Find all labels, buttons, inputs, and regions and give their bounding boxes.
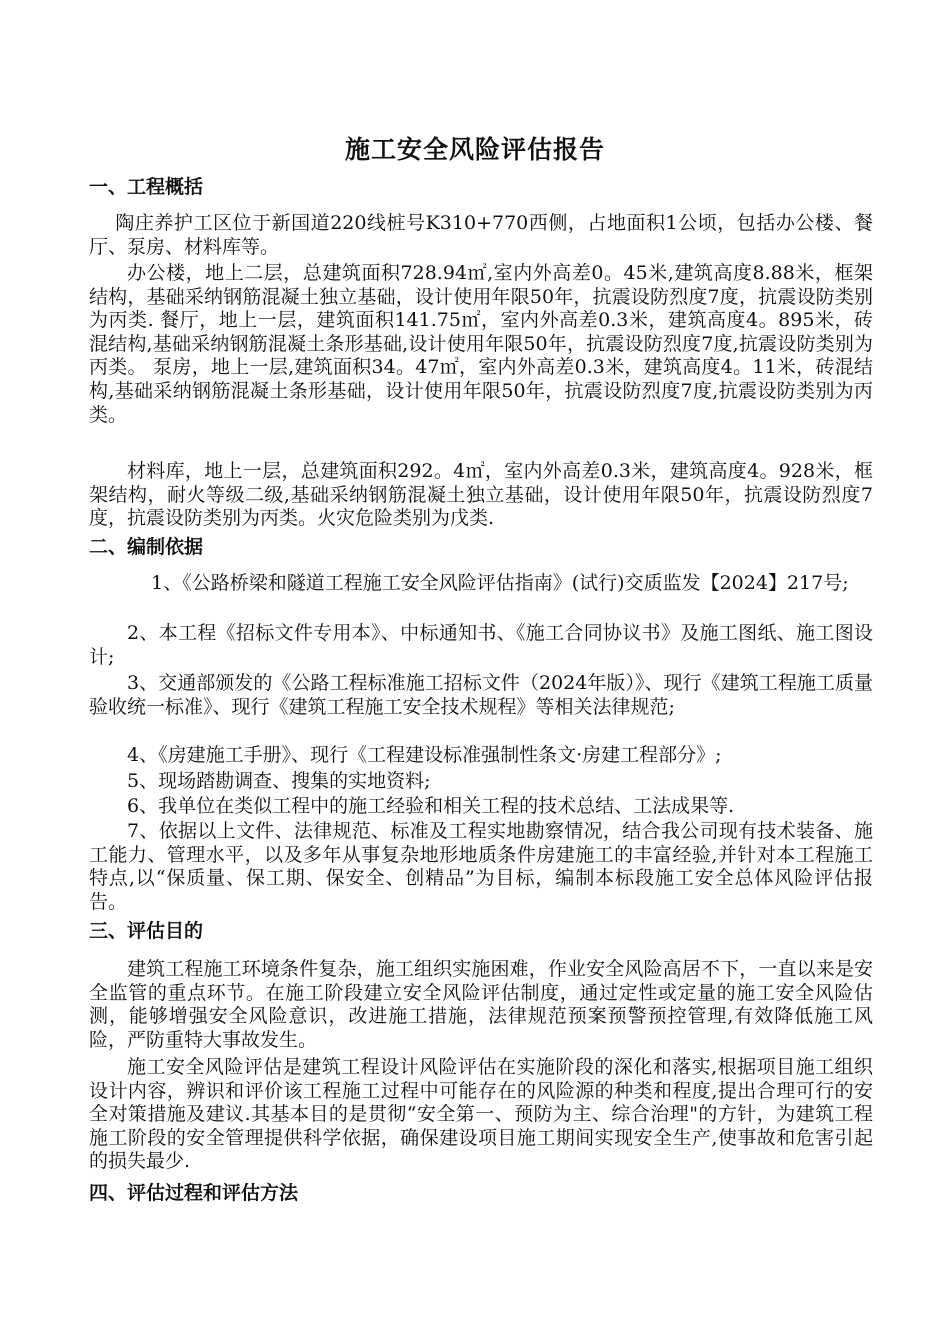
paragraph: 材料库，地上一层，总建筑面积292。4㎡，室内外高差0.3米，建筑高度4。928米，框架结构，耐火等级二级,基础采纳钢筋混凝土独立基础，设计使用年限50年，抗震设防烈度7度，抗震设防类别为丙类。火灾危险类别为戊类. — [89, 460, 873, 530]
paragraph: 1、《公路桥梁和隧道工程施工安全风险评估指南》(试行)交质监发【2024】217号; — [127, 572, 849, 594]
section-heading-overview: 一、工程概括 — [89, 176, 204, 198]
paragraph: 建筑工程施工环境条件复杂，施工组织实施困难，作业安全风险高居不下，一直以来是安全监管的重点环节。在施工阶段建立安全风险评估制度，通过定性或定量的施工安全风险估测，能够增强安全风险意识，改进施工措施，法律规范预案预警预控管理,有效降低施工风险，严防重特大事故发生。 — [89, 958, 873, 1051]
section-heading-purpose: 三、评估目的 — [89, 920, 204, 942]
section-heading-process-methods: 四、评估过程和评估方法 — [89, 1182, 299, 1204]
paragraph: 2、本工程《招标文件专用本》、中标通知书、《施工合同协议书》及施工图纸、施工图设计; — [89, 622, 873, 668]
paragraph: 办公楼，地上二层，总建筑面积728.94㎡,室内外高差0。45米,建筑高度8.88米，框架结构，基础采纳钢筋混凝土独立基础，设计使用年限50年，抗震设防烈度7度，抗震设防类别为丙类. 餐厅，地上一层，建筑面积141.75㎡，室内外高差0.3米，建筑高度4。895米，砖混结构,基础采纳钢筋混凝土条形基础,设计使用年限50年，抗震设防烈度7度,抗震设防类别为丙类。 泵房，地上一层,建筑面积34。47㎡，室内外高差0.3米，建筑高度4。11米，砖混结构,基础采纳钢筋混凝土条形基础，设计使用年限50年，抗震设防烈度7度,抗震设防类别为丙类。 — [89, 262, 873, 426]
paragraph: 4、《房建施工手册》、现行《工程建设标准强制性条文·房建工程部分》; — [127, 744, 722, 766]
paragraph: 3、交通部颁发的《公路工程标准施工招标文件（2024年版）》、现行《建筑工程施工质量验收统一标准》、现行《建筑工程施工安全技术规程》等相关法律规范; — [89, 672, 873, 718]
paragraph: 6、我单位在类似工程中的施工经验和相关工程的技术总结、工法成果等. — [127, 795, 735, 817]
paragraph: 施工安全风险评估是建筑工程设计风险评估在实施阶段的深化和落实,根据项目施工组织设计内容，辨识和评价该工程施工过程中可能存在的风险源的种类和程度,提出合理可行的安全对策措施及建议.其基本目的是贯彻“安全第一、预防为主、综合治理"的方针，为建筑工程施工阶段的安全管理提供科学依据，确保建设项目施工期间实现安全生产,使事故和危害引起的损失最少. — [89, 1056, 873, 1173]
page-title: 施工安全风险评估报告 — [344, 135, 605, 164]
paragraph: 7、依据以上文件、法律规范、标准及工程实地勘察情况，结合我公司现有技术装备、施工能力、管理水平，以及多年从事复杂地形地质条件房建施工的丰富经验,并针对本工程施工特点,以“保质量、保工期、保安全、创精品”为目标，编制本标段施工安全总体风险评估报告。 — [89, 820, 873, 913]
section-heading-basis: 二、编制依据 — [89, 536, 204, 558]
paragraph: 5、现场踏勘调查、搜集的实地资料; — [127, 770, 431, 792]
paragraph: 陶庄养护工区位于新国道220线桩号K310+770西侧，占地面积1公顷，包括办公楼、餐厅、泵房、材料库等。 — [89, 212, 873, 258]
